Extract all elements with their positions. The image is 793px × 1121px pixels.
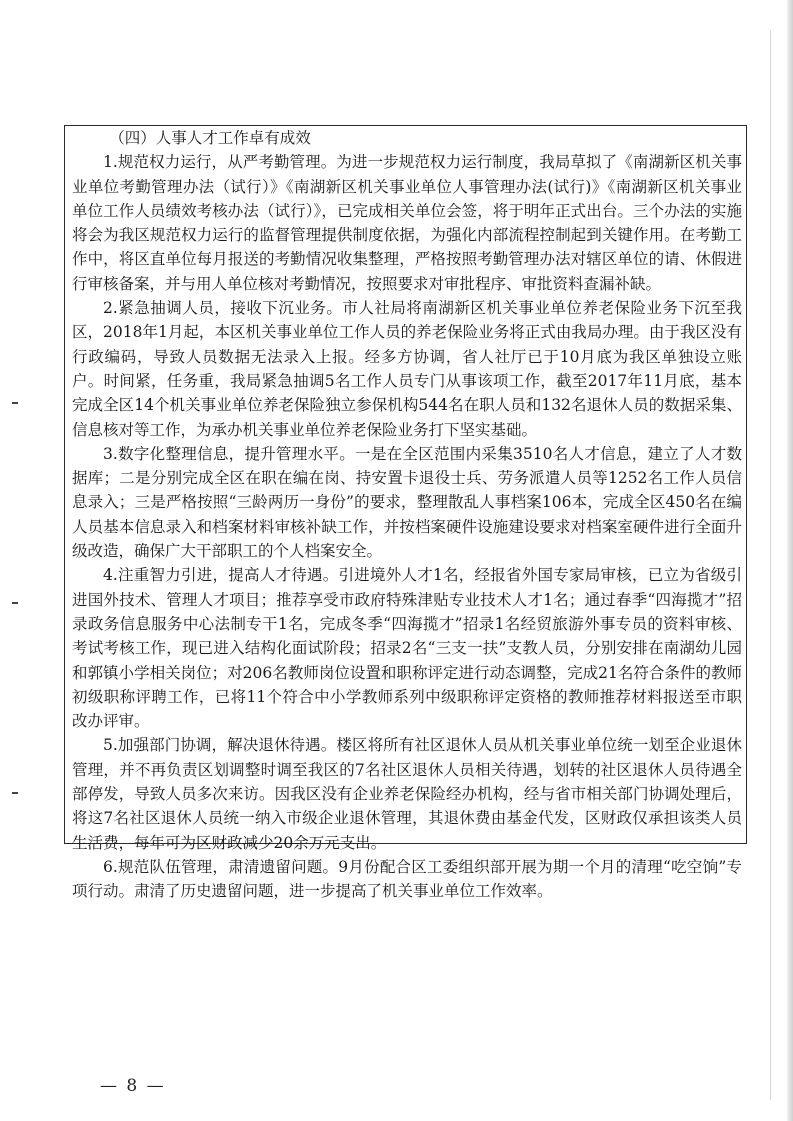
page-number: — 8 — [100, 1076, 166, 1096]
scan-right-edge [787, 0, 793, 1121]
binding-mark [12, 602, 18, 604]
paragraph-3: 3.数字化整理信息，提升管理水平。一是在全区范围内采集3510名人才信息，建立了人才数据库；二是分别完成全区在职在编在岗、持安置卡退役士兵、劳务派遣人员等1252名工作人员信息录入；三是严格按照“三龄两历一身份”的要求，整理散乱人事档案106本，完成全区450名在编人员基本信息录入和档案材料审核补缺工作，并按档案硬件设施建设要求对档案室硬件进行全面升级改造，确保广大干部职工的个人档案安全。 [72, 444, 742, 561]
paragraph-4: 4.注重智力引进，提高人才待遇。引进境外人才1名，经报省外国专家局审核，已立为省级引进国外技术、管理人才项目；推荐享受市政府特殊津贴专业技术人才1名；通过春季“四海揽才”招录政务信息服务中心法制专干1名，完成冬季“四海揽才”招录1名经贸旅游外事专员的资料审核、考试考核工作，现已进入结构化面试阶段；招录2名“三支一扶”支教人员，分别安排在南湖幼儿园和郭镇小学相关岗位；对206名教师岗位设置和职称评定进行动态调整，完成21名符合条件的教师初级职称评聘工作，已将11个符合中小学教师系列中级职称评定资格的教师推荐材料报送至市职改办评审。 [72, 566, 742, 731]
document-body [72, 126, 742, 904]
paragraph-6: 6.规范队伍管理，肃清遗留问题。9月份配合区工委组织部开展为期一个月的清理“吃空饷”专项行动。肃清了历史遗留问题，进一步提高了机关事业单位工作效率。 [72, 857, 742, 901]
binding-mark [12, 402, 18, 404]
binding-mark [12, 792, 18, 794]
scan-edge-line [770, 30, 771, 1100]
paragraph-2: 2.紧急抽调人员，接收下沉业务。市人社局将南湖新区机关事业单位养老保险业务下沉至我区，2018年1月起，本区机关事业单位工作人员的养老保险业务将正式由我局办理。由于我区没有行政编码，导致人员数据无法录入上报。经多方协调，省人社厅已于10月底为我区单独设立账户。时间紧，任务重，我局紧急抽调5名工作人员专门从事该项工作，截至2017年11月底，基本完成全区14个机关事业单位养老保险独立参保机构544名在职人员和132名退休人员的数据采集、信息核对等工作，为承办机关事业单位养老保险业务打下坚实基础。 [72, 299, 742, 439]
section-heading: （四）人事人才工作卓有成效 [109, 129, 311, 147]
paragraph-1: 1.规范权力运行，从严考勤管理。为进一步规范权力运行制度，我局草拟了《南湖新区机关事业单位考勤管理办法（试行）》《南湖新区机关事业单位人事管理办法(试行)》《南湖新区机关事业单位工作人员绩效考核办法（试行）》，已完成相关单位会签，将于明年正式出台。三个办法的实施将会为我区规范权力运行的监督管理提供制度依据，为强化内部流程控制起到关键作用。在考勤工作中，将区直单位每月报送的考勤情况收集整理，严格按照考勤管理办法对辖区单位的请、休假进行审核备案，并与用人单位核对考勤情况，按照要求对审批程序、审批资料查漏补缺。 [72, 153, 742, 293]
paragraph-5: 5.加强部门协调，解决退休待遇。楼区将所有社区退休人员从机关事业单位统一划至企业退休管理，并不再负责区划调整时调至我区的7名社区退休人员相关待遇，划转的社区退休人员待遇全部停发，导致人员多次来访。因我区没有企业养老保险经办机构，经与省市相关部门协调处理后，将这7名社区退休人员统一纳入市级企业退休管理，其退休费由基金代发，区财政仅承担该类人员生活费，每年可为区财政减少20余万元支出。 [72, 736, 742, 852]
